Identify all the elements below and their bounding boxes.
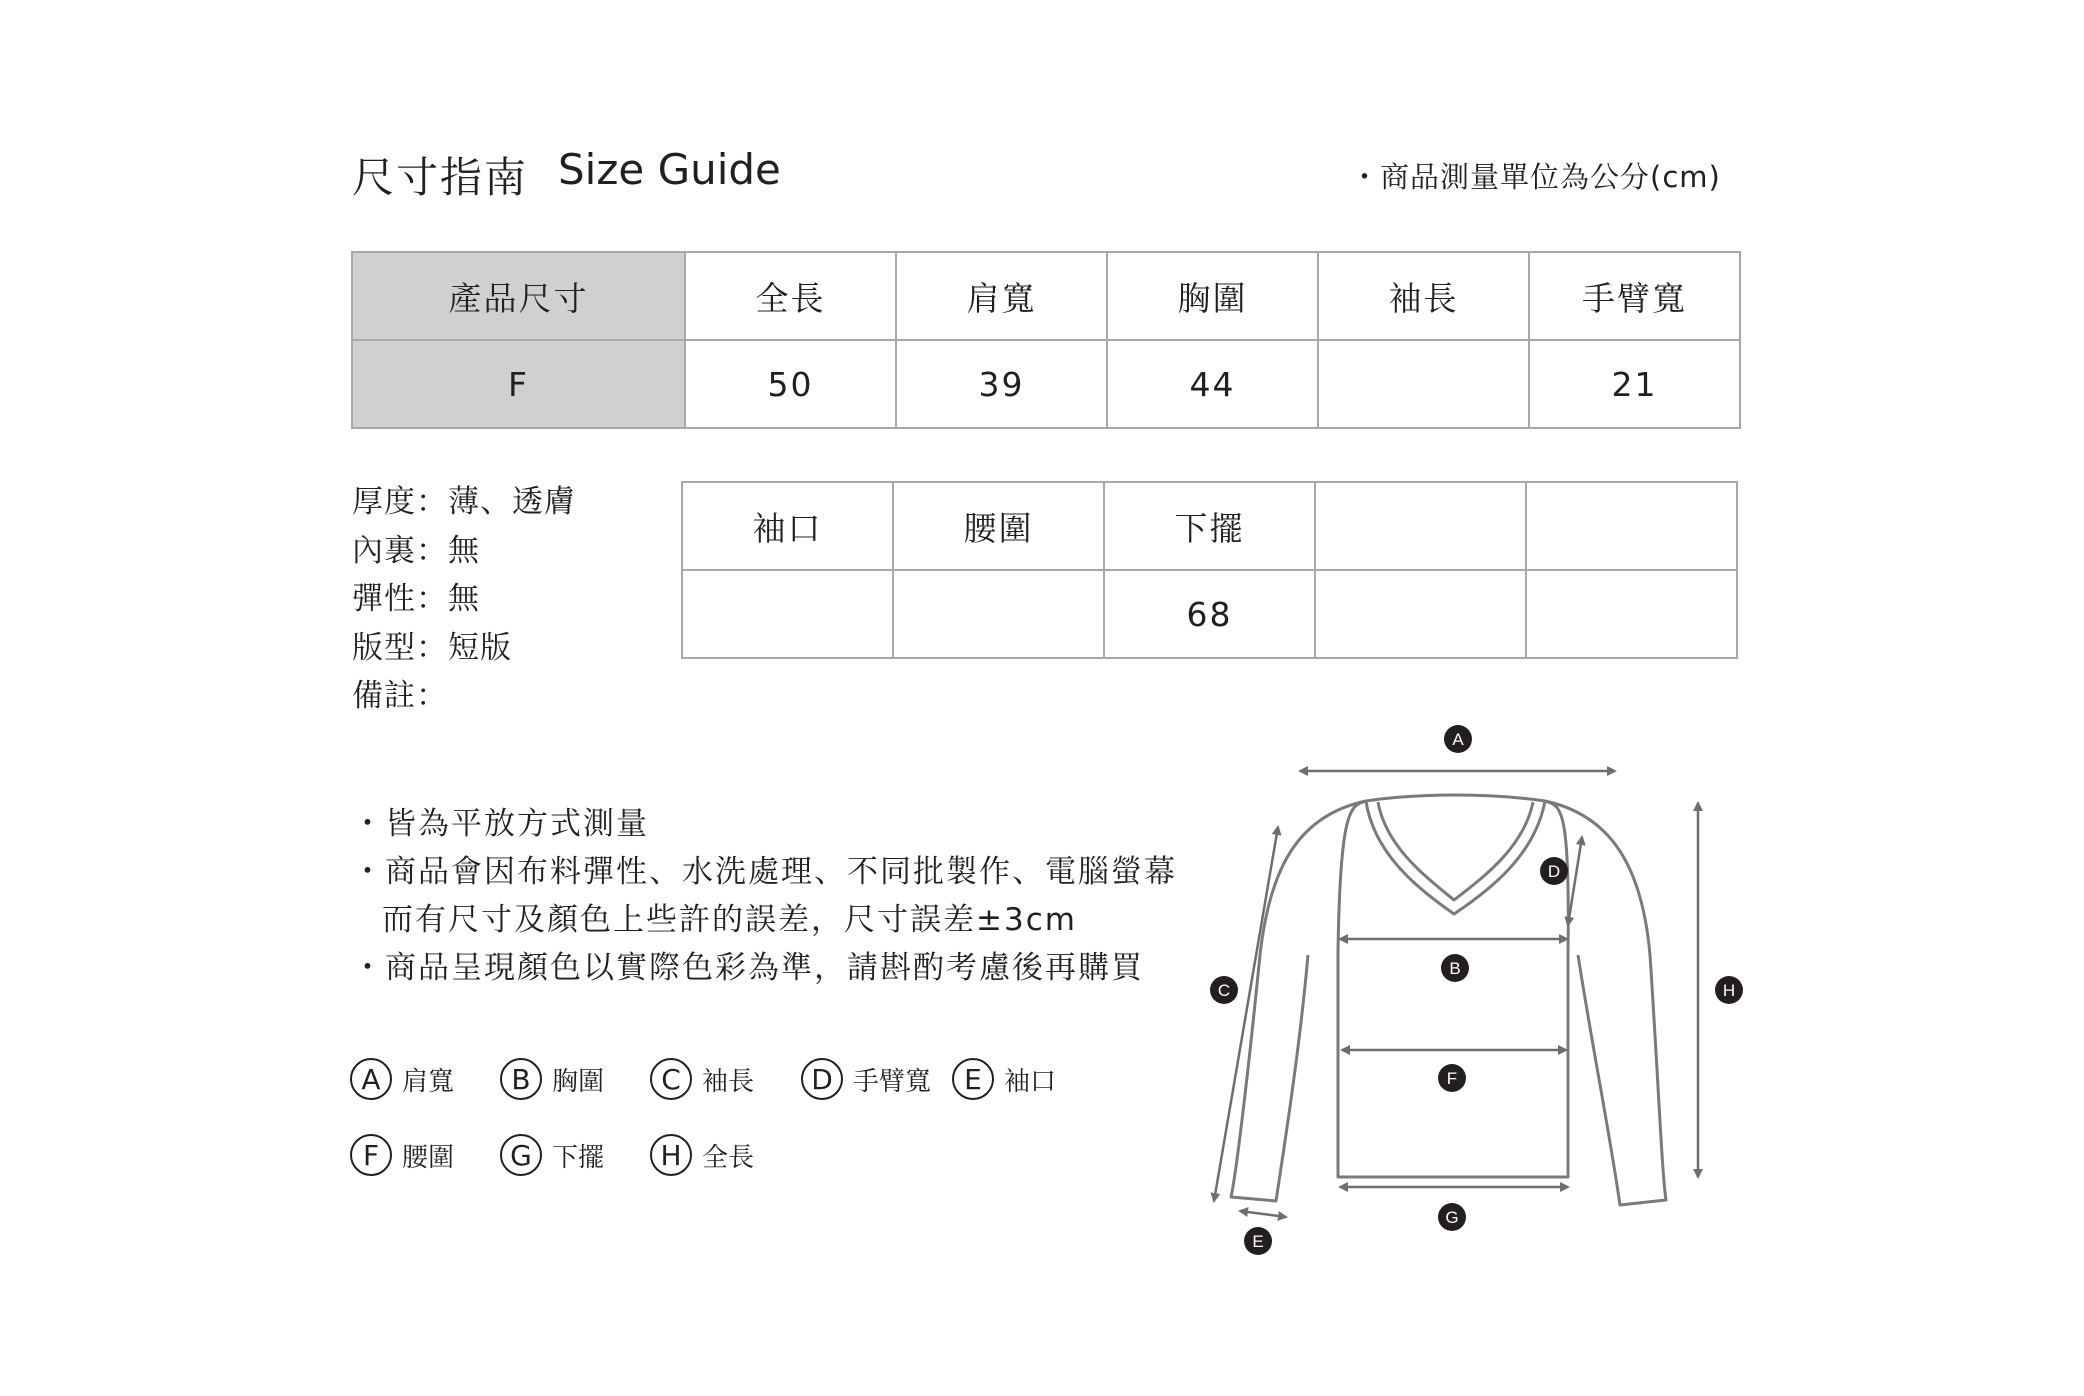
legend-item-e	[952, 1058, 1056, 1100]
page-title-en: Size Guide	[558, 145, 781, 194]
svg-text:D: D	[1547, 862, 1561, 881]
page-title: 尺寸指南	[352, 153, 529, 202]
legend-item-h	[650, 1134, 754, 1176]
svg-text:G: G	[1445, 1208, 1459, 1227]
marker-a	[1444, 725, 1472, 753]
size-table-cell: 44	[1107, 340, 1318, 428]
legend-badge: G	[500, 1134, 542, 1176]
table-row	[682, 570, 1737, 658]
legend-label: 袖口	[1004, 1066, 1057, 1097]
extra-table-header-cell	[1526, 482, 1737, 570]
marker-f	[1438, 1064, 1466, 1092]
marker-d	[1540, 857, 1568, 885]
svg-text:A: A	[1452, 730, 1464, 749]
extra-table-cell	[1315, 570, 1526, 658]
note-line: ・商品呈現顏色以實際色彩為準，請斟酌考慮後再購買	[352, 950, 1144, 986]
legend-label: 下擺	[552, 1142, 605, 1173]
size-table-header-cell: 肩寬	[896, 252, 1107, 340]
attribute-elasticity: 彈性：無	[352, 581, 480, 617]
table-row	[352, 340, 1740, 428]
size-table-header-cell: 袖長	[1318, 252, 1529, 340]
legend-label: 腰圍	[402, 1142, 455, 1173]
legend-label: 肩寬	[402, 1066, 455, 1097]
measurement-arrows	[1214, 771, 1698, 1217]
attribute-lining: 內裏：無	[352, 532, 480, 569]
product-attributes	[352, 478, 576, 721]
size-table-cell: F	[352, 340, 685, 428]
legend-item-a	[350, 1058, 454, 1100]
legend-item-d	[801, 1058, 931, 1100]
unit-note: ・商品測量單位為公分(cm)	[1350, 160, 1721, 194]
extra-table-header-cell: 下擺	[1104, 482, 1315, 570]
extra-table-header-cell: 袖口	[682, 482, 893, 570]
extra-size-table	[681, 481, 1738, 659]
marker-c	[1210, 976, 1238, 1004]
size-table-header-row	[352, 252, 1740, 340]
sweater-neckline-inner	[1378, 802, 1533, 900]
note-line: 而有尺寸及顏色上些許的誤差，尺寸誤差±3cm	[382, 902, 1077, 938]
size-table-header-cell: 胸圍	[1107, 252, 1318, 340]
legend-item-b	[500, 1058, 604, 1100]
size-table-header-cell: 產品尺寸	[352, 252, 685, 340]
legend-badge: A	[350, 1058, 392, 1100]
legend-badge: E	[952, 1058, 994, 1100]
extra-table-cell: 68	[1104, 570, 1315, 658]
arrow-c	[1214, 827, 1278, 1201]
legend-label: 全長	[702, 1142, 755, 1173]
attribute-remarks: 備註：	[352, 678, 448, 714]
svg-text:H: H	[1722, 981, 1736, 1000]
size-table-cell	[1318, 340, 1529, 428]
garment-diagram	[1190, 715, 1770, 1275]
arrow-d	[1568, 837, 1582, 925]
sweater-left-shoulder-outline	[1338, 801, 1366, 953]
legend-badge: F	[350, 1134, 392, 1176]
extra-table-cell	[1526, 570, 1737, 658]
size-table-cell: 50	[685, 340, 896, 428]
svg-text:F: F	[1446, 1069, 1458, 1088]
extra-table-header-cell: 腰圍	[893, 482, 1104, 570]
legend-label: 胸圍	[552, 1066, 605, 1097]
legend-item-f	[350, 1134, 454, 1176]
legend-badge: B	[500, 1058, 542, 1100]
marker-g	[1438, 1203, 1466, 1231]
svg-text:E: E	[1252, 1232, 1264, 1251]
size-table	[351, 251, 1741, 429]
note-line: ・皆為平放方式測量	[352, 806, 649, 842]
svg-text:B: B	[1449, 959, 1461, 978]
sweater-left-sleeve-outline	[1231, 801, 1366, 1201]
marker-b	[1441, 954, 1469, 982]
size-table-header-cell: 手臂寬	[1529, 252, 1740, 340]
legend-badge: H	[650, 1134, 692, 1176]
extra-table-cell	[893, 570, 1104, 658]
legend-item-g	[500, 1134, 604, 1176]
arrow-e	[1240, 1211, 1286, 1217]
extra-table-header-cell	[1315, 482, 1526, 570]
legend-label: 袖長	[702, 1066, 755, 1097]
size-table-header-cell: 全長	[685, 252, 896, 340]
marker-e	[1244, 1227, 1272, 1255]
svg-text:C: C	[1217, 981, 1231, 1000]
attribute-thickness: 厚度：薄、透膚	[352, 484, 576, 520]
size-table-cell: 21	[1529, 340, 1740, 428]
extra-table-header-row	[682, 482, 1737, 570]
size-table-cell: 39	[896, 340, 1107, 428]
legend-badge: C	[650, 1058, 692, 1100]
measurement-notes	[352, 800, 1177, 992]
extra-table-cell	[682, 570, 893, 658]
legend-badge: D	[801, 1058, 843, 1100]
legend-label: 手臂寬	[853, 1066, 932, 1097]
sweater-body-outline	[1338, 795, 1568, 1177]
note-line: ・商品會因布料彈性、水洗處理、不同批製作、電腦螢幕	[352, 854, 1177, 890]
legend-item-c	[650, 1058, 754, 1100]
marker-h	[1715, 976, 1743, 1004]
attribute-fit: 版型：短版	[352, 629, 512, 666]
garment-outline	[1231, 795, 1666, 1205]
